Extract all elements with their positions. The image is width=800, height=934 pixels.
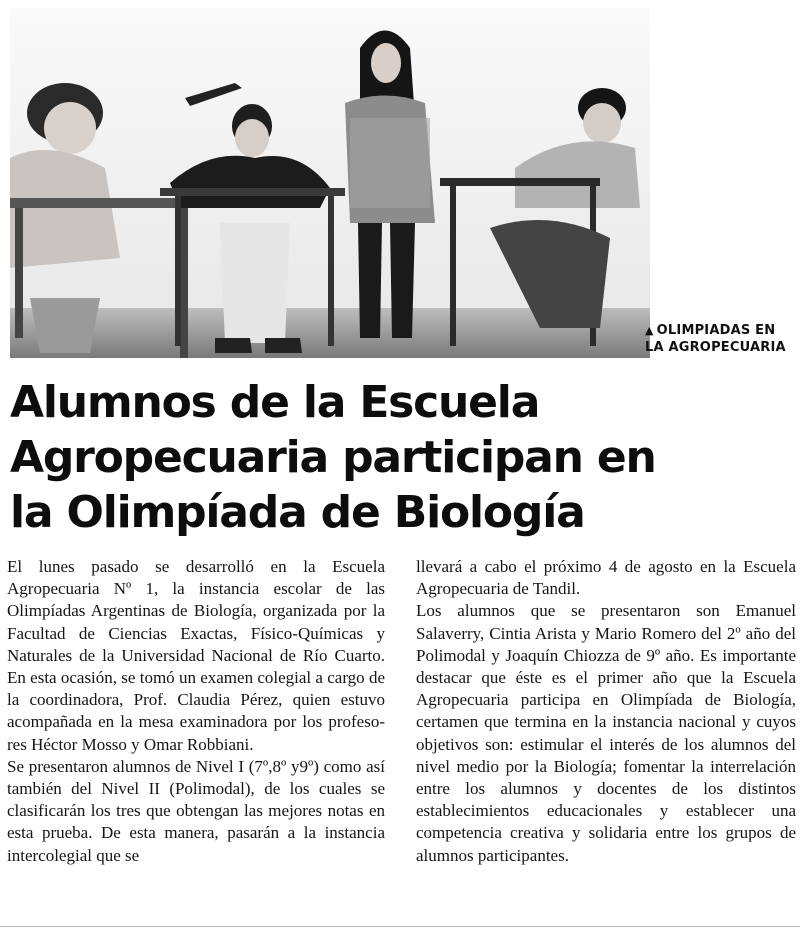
left-paragraph-1: El lunes pasado se desarrolló en la Escuela Agropecuaria Nº 1, la instancia escolar de las Olimpíadas Argentinas de Biología, organizada por la Facultad de Ciencias Exactas, Físico-Químicas y Naturales de la Universidad Nacional de Río Cuarto. En esta ocasión, se tomó un examen colegial a cargo de la coordinadora, Prof. Claudia Pérez, quien estuvo acompañada en la mesa examinadora por los profesores Héctor Mosso y Omar Robbiani. bbox=[7, 557, 385, 754]
article-column-left bbox=[7, 556, 385, 867]
right-paragraph-1: llevará a cabo el próximo 4 de agosto en la Escuela Agropecuaria de Tandil. bbox=[416, 557, 796, 599]
headline-line-2: Agropecuaria participan en bbox=[10, 432, 656, 483]
photo-caption bbox=[645, 322, 795, 356]
right-paragraph-2: Los alumnos que se presentaron son Emanuel Salaverry, Cintia Arista y Mario Romero del 2º año del Polimodal y Joaquín Chiozza de 9º año. Es importante destacar que éste es el primer año que la Escuela Agropecuaria participa en Olimpíada de Biología, certamen que termina en la instancia nacional y cuyos objetivos son: estimular el interés de los alumnos del nivel medio por la Biología; fomentar la interrelación entre los alumnos y docentes de los distintos establecimientos educacionales y establecer una competencia creativa y solidaria entre los grupos de alumnos participantes. bbox=[416, 601, 796, 865]
article-column-right bbox=[416, 556, 796, 867]
caption-line-2: LA AGROPECUARIA bbox=[645, 340, 786, 355]
caption-line-1: OLIMPIADAS EN bbox=[656, 323, 776, 338]
article-photo bbox=[10, 8, 790, 358]
classroom-photo-illustration bbox=[10, 8, 790, 358]
headline-line-3: la Olimpíada de Biología bbox=[10, 487, 585, 538]
bottom-divider bbox=[0, 926, 800, 927]
left-paragraph-2: Se presentaron alumnos de Nivel I (7º,8º y9º) como así también del Nivel II (Polimodal), de los cuales se clasificarán los tres que obtengan las mejores notas en esta prueba. De esta manera, pasarán a la instancia intercolegial que se bbox=[7, 756, 385, 865]
caption-triangle-icon: ▲ bbox=[645, 324, 654, 337]
headline-line-1: Alumnos de la Escuela bbox=[10, 377, 540, 428]
article-headline bbox=[10, 375, 790, 540]
